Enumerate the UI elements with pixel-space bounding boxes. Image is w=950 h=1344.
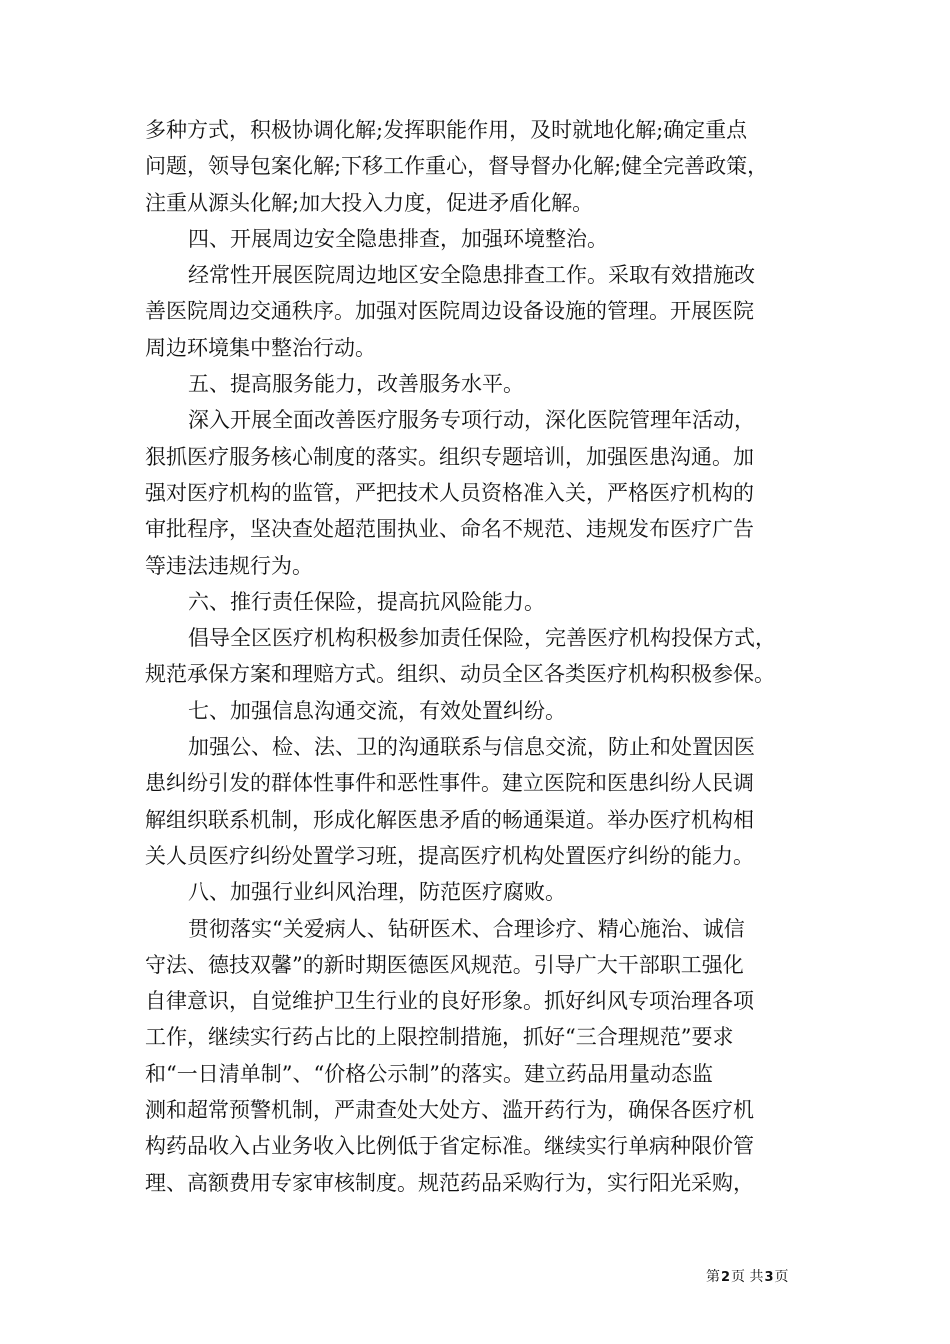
text-line: 狠抓医疗服务核心制度的落实。组织专题培训，加强医患沟通。加 bbox=[145, 444, 754, 469]
text-line: 关人员医疗纠纷处置学习班，提高医疗机构处置医疗纠纷的能力。 bbox=[145, 843, 754, 868]
text-line: 解组织联系机制，形成化解医患矛盾的畅通渠道。举办医疗机构相 bbox=[145, 807, 754, 832]
text-line: 多种方式，积极协调化解;发挥职能作用，及时就地化解;确定重点 bbox=[145, 118, 748, 142]
text-line: 深入开展全面改善医疗服务专项行动，深化医院管理年活动， bbox=[188, 408, 755, 433]
footer-suffix: 页 bbox=[774, 1269, 789, 1285]
text-line: 患纠纷引发的群体性事件和恶性事件。建立医院和医患纠纷人民调 bbox=[145, 771, 754, 796]
text-line: 五、提高服务能力，改善服务水平。 bbox=[188, 372, 524, 397]
document-body bbox=[145, 112, 825, 1201]
text-line: 倡导全区医疗机构积极参加责任保险，完善医疗机构投保方式， bbox=[188, 626, 776, 651]
text-line: 问题，领导包案化解;下移工作重心，督导督办化解;健全完善政策， bbox=[145, 154, 769, 179]
text-line: 贯彻落实“关爱病人、钻研医术、合理诊疗、精心施治、诚信 bbox=[188, 916, 745, 941]
text-line: 八、加强行业纠风治理，防范医疗腐败。 bbox=[188, 880, 566, 905]
text-line: 审批程序，坚决查处超范围执业、命名不规范、违规发布医疗广告 bbox=[145, 517, 754, 542]
text-line: 周边环境集中整治行动。 bbox=[145, 335, 376, 360]
text-line: 善医院周边交通秩序。加强对医院周边设备设施的管理。开展医院 bbox=[145, 299, 754, 324]
text-line: 七、加强信息沟通交流，有效处置纠纷。 bbox=[188, 698, 566, 723]
text-line: 工作，继续实行药占比的上限控制措施，抓好“三合理规范”要求 bbox=[145, 1025, 734, 1050]
text-line: 经常性开展医院周边地区安全隐患排查工作。采取有效措施改 bbox=[188, 263, 755, 288]
text-line: 四、开展周边安全隐患排查，加强环境整治。 bbox=[188, 226, 608, 251]
text-line: 规范承保方案和理赔方式。组织、动员全区各类医疗机构积极参保。 bbox=[145, 662, 775, 687]
current-page-number: 2 bbox=[721, 1270, 731, 1285]
footer-middle: 页 共 bbox=[731, 1269, 764, 1285]
text-line: 和“一日清单制”、“价格公示制”的落实。建立药品用量动态监 bbox=[145, 1061, 713, 1086]
text-line: 自律意识，自觉维护卫生行业的良好形象。抓好纠风专项治理各项 bbox=[145, 989, 754, 1014]
text-line: 构药品收入占业务收入比例低于省定标准。继续实行单病种限价管 bbox=[145, 1134, 754, 1159]
text-line: 加强公、检、法、卫的沟通联系与信息交流，防止和处置因医 bbox=[188, 735, 755, 760]
text-line: 守法、德技双馨”的新时期医德医风规范。引导广大干部职工强化 bbox=[145, 952, 744, 977]
text-line: 六、推行责任保险，提高抗风险能力。 bbox=[188, 589, 545, 614]
page-footer bbox=[706, 1268, 789, 1287]
text-line: 测和超常预警机制，严肃查处大处方、滥开药行为，确保各医疗机 bbox=[145, 1098, 754, 1123]
footer-prefix: 第 bbox=[706, 1269, 720, 1285]
text-line: 强对医疗机构的监管，严把技术人员资格准入关，严格医疗机构的 bbox=[145, 480, 754, 505]
text-line: 注重从源头化解;加大投入力度，促进矛盾化解。 bbox=[145, 190, 594, 215]
total-page-number: 3 bbox=[764, 1270, 774, 1285]
text-line: 等违法违规行为。 bbox=[145, 553, 313, 578]
text-line: 理、高额费用专家审核制度。规范药品采购行为，实行阳光采购， bbox=[145, 1170, 754, 1195]
